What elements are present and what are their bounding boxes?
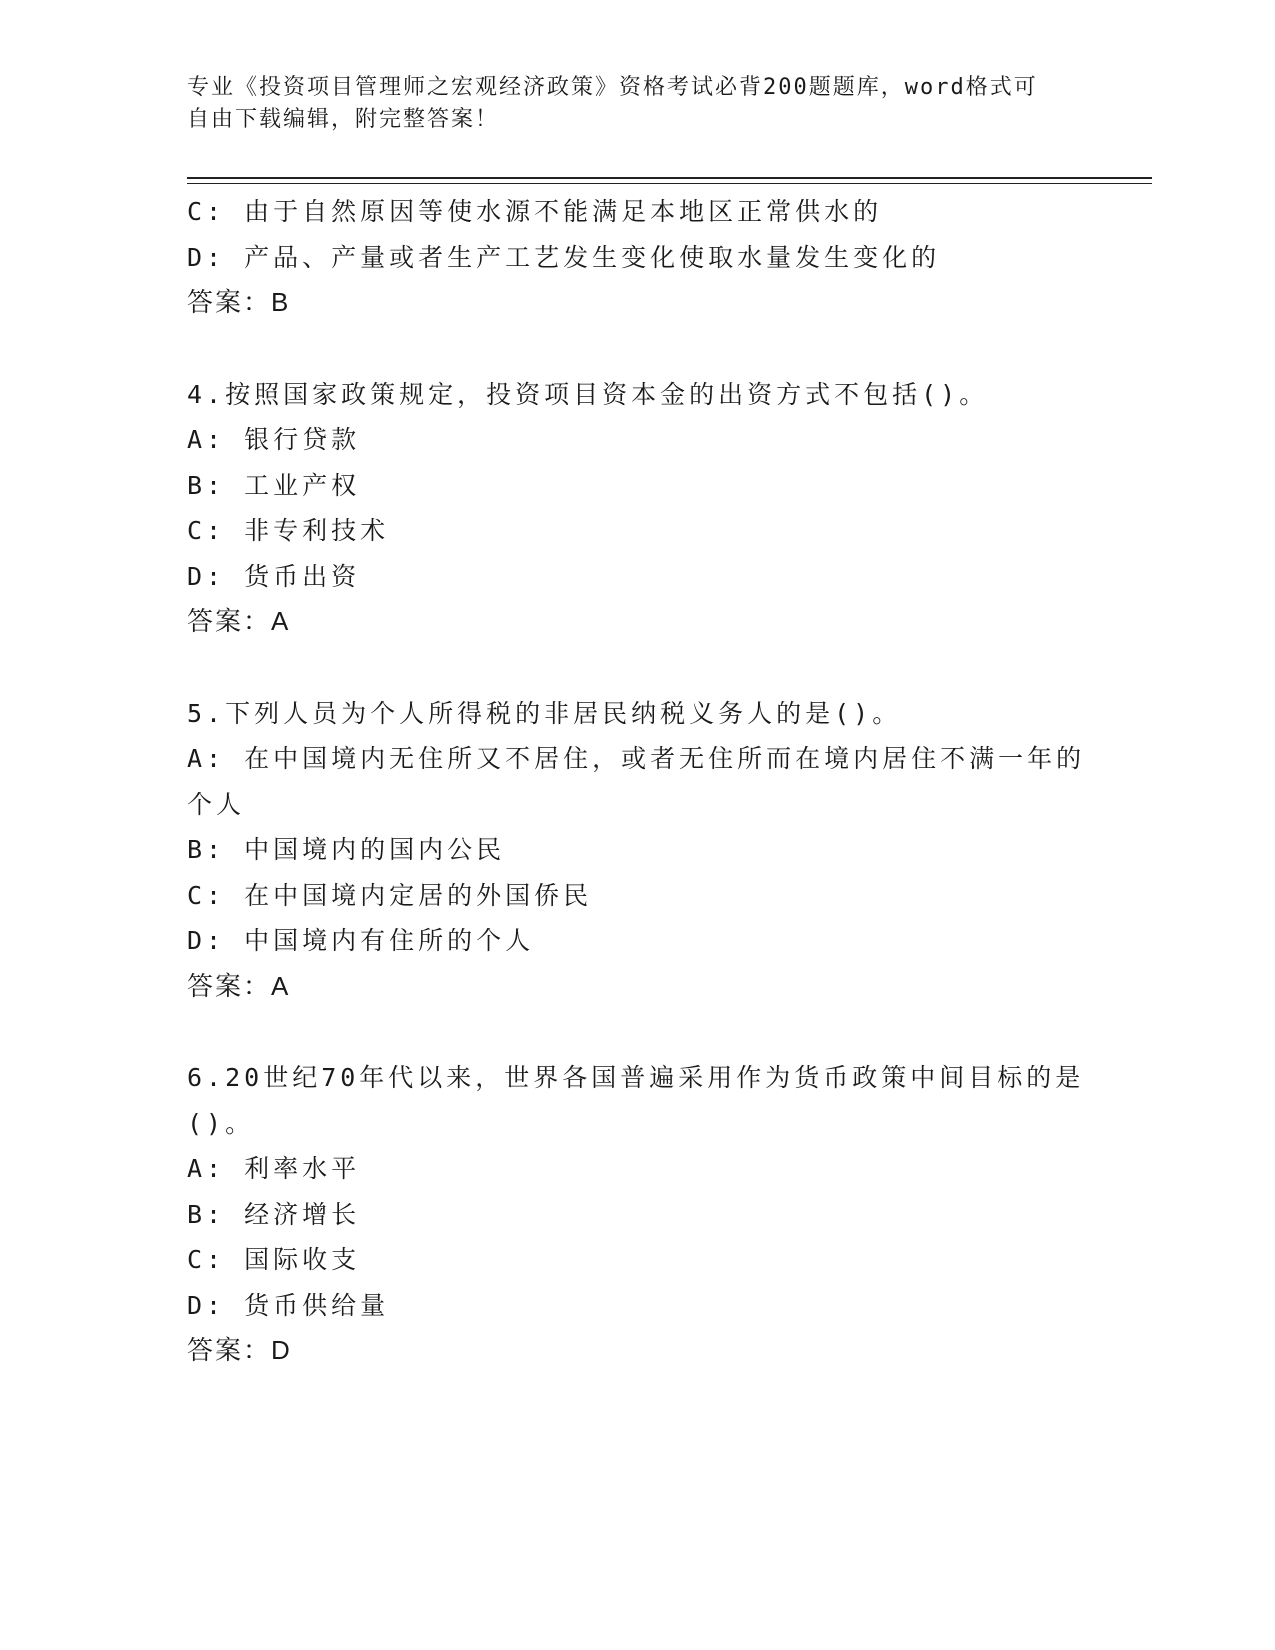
spacer (187, 326, 1087, 372)
header-divider-thin (187, 183, 1152, 184)
header-line-2: 自由下载编辑，附完整答案！ (187, 107, 500, 132)
answer-value: B (271, 287, 291, 317)
option-a: A: 利率水平 (187, 1154, 361, 1183)
answer-label: 答案： (187, 970, 272, 1001)
option-a-line-1: A: 在中国境内无住所又不居住，或者无住所而在境内居住不满一年的 (187, 744, 1086, 773)
answer-value: A (271, 606, 291, 636)
answer-line (187, 280, 1087, 326)
option-c: C: 国际收支 (187, 1245, 361, 1274)
option-d: D: 货币供给量 (187, 1290, 390, 1320)
option-d: D: 中国境内有住所的个人 (187, 926, 535, 955)
option-a-line-2: 个人 (187, 789, 246, 819)
option-b: B: 工业产权 (187, 470, 361, 500)
answer-label: 答案： (187, 1335, 272, 1365)
header-line-1: 专业《投资项目管理师之宏观经济政策》资格考试必背200题题库，word格式可 (187, 75, 1038, 100)
answer-line (187, 1328, 1087, 1374)
option-d: D: 产品、产量或者生产工艺发生变化使取水量发生变化的 (187, 242, 941, 272)
option-c: C: 非专利技术 (187, 516, 390, 545)
question-list (187, 189, 1087, 1374)
question-5 (187, 691, 1087, 1010)
answer-label: 答案： (187, 606, 272, 636)
question-4 (187, 372, 1087, 645)
question-6 (187, 1055, 1087, 1374)
spacer (187, 645, 1087, 691)
option-d: D: 货币出资 (187, 561, 361, 591)
spacer (187, 1009, 1087, 1055)
answer-value: D (271, 1335, 292, 1365)
question-stem-line-1: 6.20世纪70年代以来，世界各国普遍采用作为货币政策中间目标的是 (187, 1063, 1085, 1092)
option-b: B: 经济增长 (187, 1199, 361, 1229)
option-b: B: 中国境内的国内公民 (187, 835, 506, 864)
question-3-continuation (187, 189, 1087, 326)
answer-label: 答案： (187, 287, 272, 317)
answer-line (187, 599, 1087, 645)
document-header (187, 72, 1067, 136)
header-divider-thick (187, 177, 1152, 179)
answer-value: A (271, 970, 291, 1001)
question-stem-line-2: ()。 (187, 1108, 255, 1138)
option-a: A: 银行贷款 (187, 425, 361, 454)
answer-line (187, 964, 1087, 1010)
question-stem: 4.按照国家政策规定，投资项目资本金的出资方式不包括()。 (187, 379, 989, 409)
option-c: C: 在中国境内定居的外国侨民 (187, 880, 593, 910)
question-stem: 5.下列人员为个人所得税的非居民纳税义务人的是()。 (187, 698, 902, 728)
option-c: C: 由于自然原因等使水源不能满足本地区正常供水的 (187, 197, 883, 226)
